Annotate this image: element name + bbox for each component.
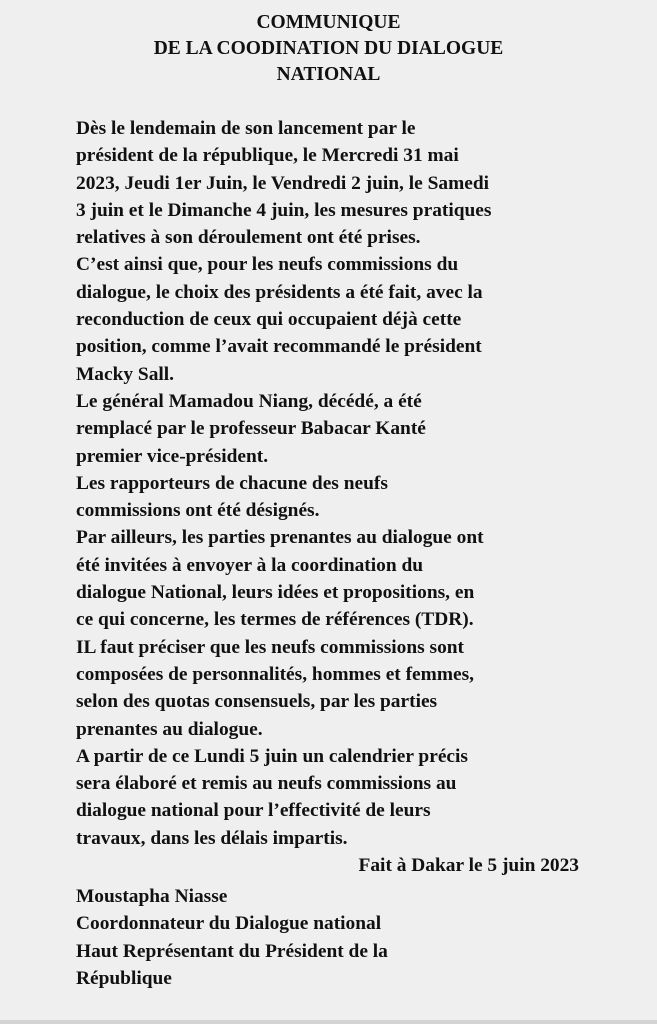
body-line: premier vice-président.	[76, 445, 269, 467]
body-line: reconduction de ceux qui occupaient déjà cette	[76, 309, 462, 331]
body-line: composées de personnalités, hommes et femmes,	[76, 663, 474, 685]
body-line: Dès le lendemain de son lancement par le	[76, 118, 416, 139]
body-line: travaux, dans les délais impartis.	[76, 827, 348, 849]
body-line: A partir de ce Lundi 5 juin un calendrier précis	[76, 745, 468, 767]
title-line: COMMUNIQUE	[256, 12, 401, 33]
body-line: président de la république, le Mercredi 31 mai	[76, 145, 459, 167]
signatory-line: République	[76, 967, 172, 989]
page-bottom-edge	[0, 1020, 657, 1024]
body-line: été invitées à envoyer à la coordination du	[76, 554, 424, 576]
body-line: remplacé par le professeur Babacar Kanté	[76, 418, 426, 440]
body-line: Les rapporteurs de chacune des neufs	[76, 472, 388, 494]
body-line: dialogue, le choix des présidents a été fait, avec la	[76, 281, 483, 303]
body-line: Le général Mamadou Niang, décédé, a été	[76, 390, 422, 412]
body-line: position, comme l’avait recommandé le président	[76, 336, 482, 358]
date-place-line: Fait à Dakar le 5 juin 2023	[358, 855, 579, 877]
body-line: Macky Sall.	[76, 363, 175, 385]
body-line: relatives à son déroulement ont été prises.	[76, 227, 421, 249]
body-line: 2023, Jeudi 1er Juin, le Vendredi 2 juin, le Samedi	[76, 172, 490, 194]
signatory-block	[76, 883, 636, 992]
title-line: DE LA COODINATION DU DIALOGUE	[153, 38, 504, 59]
body-line: 3 juin et le Dimanche 4 juin, les mesures pratiques	[76, 199, 492, 221]
body-line: Par ailleurs, les parties prenantes au dialogue ont	[76, 527, 484, 549]
signatory-line: Coordonnateur du Dialogue national	[76, 913, 382, 935]
body-line: IL faut préciser que les neufs commissions sont	[76, 636, 465, 658]
body-line: commissions ont été désignés.	[76, 500, 320, 522]
signatory-line: Moustapha Niasse	[76, 886, 228, 907]
body-line: C’est ainsi que, pour les neufs commissions du	[76, 254, 459, 276]
body-line: sera élaboré et remis au neufs commissions au	[76, 773, 457, 795]
body-line: selon des quotas consensuels, par les parties	[76, 691, 438, 713]
body-line: dialogue national pour l’effectivité de leurs	[76, 800, 431, 822]
body-line: ce qui concerne, les termes de références (TDR).	[76, 609, 474, 631]
body-line: prenantes au dialogue.	[76, 718, 263, 740]
communique-body	[76, 115, 636, 879]
communique-title	[0, 10, 657, 88]
body-line: dialogue National, leurs idées et propositions, en	[76, 582, 475, 604]
signatory-line: Haut Représentant du Président de la	[76, 940, 388, 962]
title-line: NATIONAL	[276, 64, 381, 85]
